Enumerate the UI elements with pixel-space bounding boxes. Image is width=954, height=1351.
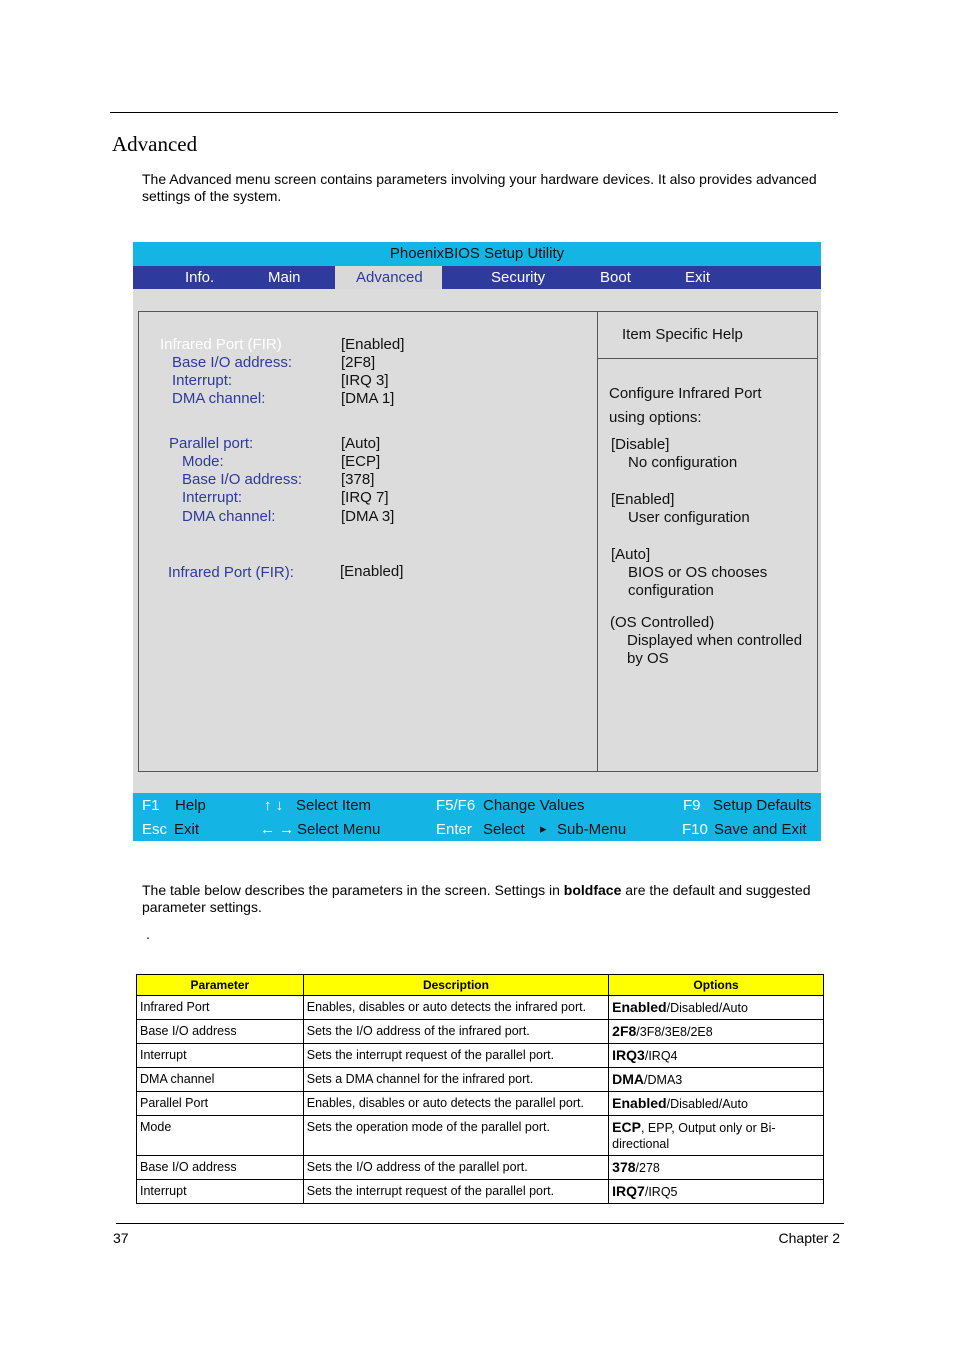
arrows-up-down-icon: ↑ ↓: [264, 797, 284, 814]
parameters-table: [136, 974, 824, 1204]
key-enter: Enter: [436, 821, 472, 838]
menu-exit[interactable]: Exit: [685, 269, 711, 286]
key-f9: F9: [683, 797, 701, 814]
table-row: Base I/O address Sets the I/O address of the infrared port. 2F8/3F8/3E8/2E8: [137, 1020, 824, 1044]
help-line: by OS: [627, 650, 669, 667]
help-line: Configure Infrared Port: [609, 385, 762, 402]
setting-value-infrared-port[interactable]: [Enabled]: [341, 336, 405, 353]
setting-label-interrupt[interactable]: Interrupt:: [172, 372, 233, 389]
help-line: [Auto]: [611, 546, 651, 563]
help-line: using options:: [609, 409, 702, 426]
settings-panel: [138, 311, 818, 772]
setting-label-infrared-fir[interactable]: Infrared Port (FIR):: [168, 564, 294, 581]
triangle-right-icon: ▸: [540, 821, 547, 836]
help-line: (OS Controlled): [610, 614, 715, 631]
table-row: Interrupt Sets the interrupt request of the parallel port. IRQ3/IRQ4: [137, 1044, 824, 1068]
bios-screen: [133, 242, 821, 841]
menu-boot[interactable]: Boot: [600, 269, 631, 286]
help-line: configuration: [628, 582, 714, 599]
header-options: Options: [609, 975, 824, 996]
bios-title: PhoenixBIOS Setup Utility: [133, 242, 821, 266]
help-line: [Disable]: [611, 436, 670, 453]
key-change-values: Change Values: [483, 797, 585, 814]
key-esc-desc: Exit: [174, 821, 200, 838]
table-row: DMA channel Sets a DMA channel for the infrared port. DMA/DMA3: [137, 1068, 824, 1092]
menu-advanced[interactable]: Advanced: [335, 266, 442, 289]
setting-value-base-io[interactable]: [2F8]: [341, 354, 376, 371]
setting-value-infrared-fir[interactable]: [Enabled]: [340, 563, 404, 580]
setting-value-mode[interactable]: [ECP]: [341, 453, 381, 470]
help-line: BIOS or OS chooses: [628, 564, 768, 581]
setting-label-parallel-dma[interactable]: DMA channel:: [182, 508, 276, 525]
table-row: Parallel Port Enables, disables or auto detects the parallel port. Enabled/Disabled/Auto: [137, 1092, 824, 1116]
page-number: 37: [113, 1230, 129, 1246]
menu-info[interactable]: Info.: [185, 269, 215, 286]
key-save-and-exit: Save and Exit: [714, 821, 807, 838]
table-intro: The table below describes the parameters in the screen. Settings in boldface are the default and suggested parameter settings.: [142, 882, 811, 915]
setting-label-parallel-port[interactable]: Parallel port:: [169, 435, 254, 452]
menu-security[interactable]: Security: [491, 269, 546, 286]
header-description: Description: [303, 975, 608, 996]
bottom-rule: [116, 1223, 844, 1224]
header-parameter: Parameter: [137, 975, 304, 996]
help-line: No configuration: [628, 454, 738, 471]
setting-label-dma[interactable]: DMA channel:: [172, 390, 266, 407]
key-select-menu: Select Menu: [297, 821, 381, 838]
table-row: Infrared Port Enables, disables or auto detects the infrared port. Enabled/Disabled/Auto: [137, 996, 824, 1020]
menu-main[interactable]: Main: [268, 269, 301, 286]
key-select-item: Select Item: [296, 797, 372, 814]
key-setup-defaults: Setup Defaults: [713, 797, 812, 814]
setting-label-parallel-interrupt[interactable]: Interrupt:: [182, 489, 243, 506]
key-sub-menu: Sub-Menu: [557, 821, 627, 838]
key-f1: F1: [142, 797, 160, 814]
stray-dot: .: [146, 926, 150, 942]
setting-label-parallel-base-io[interactable]: Base I/O address:: [182, 471, 303, 488]
key-enter-desc: Select: [483, 821, 525, 838]
arrows-left-right-icon: ← →: [260, 821, 295, 838]
help-line: [Enabled]: [611, 491, 675, 508]
section-title: Advanced: [112, 132, 198, 156]
table-row: Interrupt Sets the interrupt request of the parallel port. IRQ7/IRQ5: [137, 1180, 824, 1204]
setting-value-dma[interactable]: [DMA 1]: [341, 390, 395, 407]
setting-value-parallel-dma[interactable]: [DMA 3]: [341, 508, 395, 525]
table-header-row: [137, 975, 824, 996]
top-rule: [110, 112, 838, 113]
key-f1-desc: Help: [175, 797, 206, 814]
setting-label-base-io[interactable]: Base I/O address:: [172, 354, 293, 371]
help-title: Item Specific Help: [622, 326, 743, 343]
table-row: Mode Sets the operation mode of the parallel port. ECP, EPP, Output only or Bi-directional: [137, 1116, 824, 1156]
key-f10: F10: [682, 821, 708, 838]
bios-key-legend: [133, 793, 821, 841]
key-esc: Esc: [142, 821, 168, 838]
setting-value-parallel-interrupt[interactable]: [IRQ 7]: [341, 489, 389, 506]
chapter-label: Chapter 2: [778, 1230, 840, 1246]
setting-value-parallel-base-io[interactable]: [378]: [341, 471, 375, 488]
setting-value-parallel-port[interactable]: [Auto]: [341, 435, 381, 452]
intro-paragraph: The Advanced menu screen contains parameters involving your hardware devices. It also provides advanced settings of the system.: [142, 171, 817, 204]
setting-label-mode[interactable]: Mode:: [182, 453, 224, 470]
help-line: Displayed when controlled: [627, 632, 803, 649]
setting-label-infrared-port[interactable]: Infrared Port (FIR): [160, 336, 282, 353]
table-row: Base I/O address Sets the I/O address of the parallel port. 378/278: [137, 1156, 824, 1180]
help-line: User configuration: [628, 509, 750, 526]
key-f5-f6: F5/F6: [436, 797, 476, 814]
bios-menu-bar: [133, 266, 821, 289]
setting-value-interrupt[interactable]: [IRQ 3]: [341, 372, 389, 389]
